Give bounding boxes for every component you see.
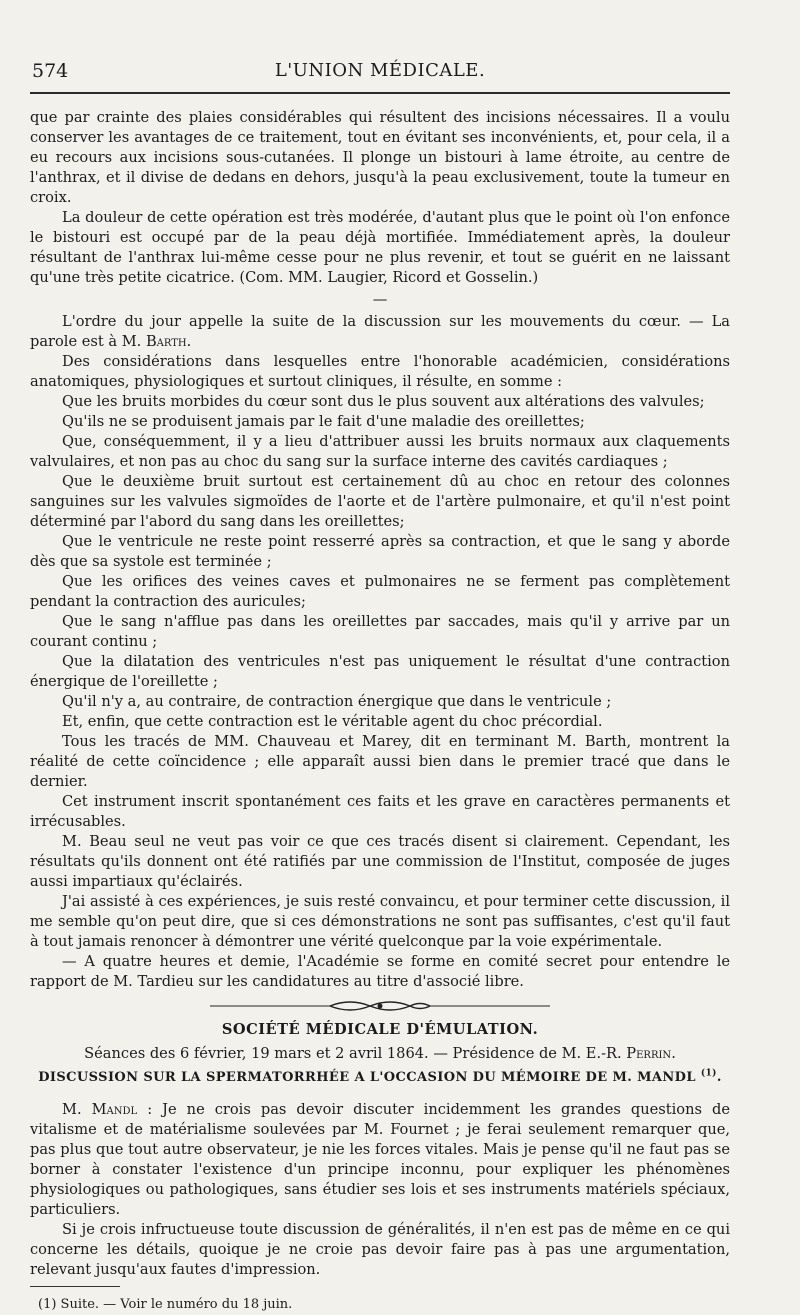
section-separator-dash: —	[372, 291, 388, 308]
paragraph-experiences: J'ai assisté à ces expériences, je suis resté convaincu, et pour terminer cette discussion, il me semble qu'on peut dire, que si ces démonstrations ne sont pas suffisantes, c'est qu'il faut à tout jamais renoncer à démontrer une vérité quelconque par la voie expérimentale.	[30, 893, 730, 950]
paragraph-1: que par crainte des plaies considérables qui résultent des incisions nécessaires. Il a voulu conserver les avantages de ce traitement, tout en évitant ses inconvénients, et, pour cela, il a eu recours aux incisions sous-cutanées. Il plonge un bistouri à lame étroite, au centre de l'anthrax, et il divise de dedans en dehors, jusqu'à la peau exclusivement, toute la tumeur en croix.	[30, 109, 730, 206]
page-number: 574	[32, 60, 69, 82]
speaker-name-mandl: M. Mandl	[62, 1101, 138, 1118]
paragraph-list-item: Que le ventricule ne reste point resserré après sa contraction, et que le sang y aborde dès que sa systole est terminée ;	[30, 533, 730, 570]
footnote-rule	[30, 1286, 120, 1287]
paragraph-list-item: Qu'ils ne se produisent jamais par le fait d'une maladie des oreillettes;	[62, 413, 585, 430]
footnote-marker: (1)	[700, 1068, 717, 1079]
sessions-text-end: .	[671, 1045, 676, 1062]
footnote: (1) Suite. — Voir le numéro du 18 juin.	[38, 1297, 293, 1312]
paragraph-list-item: Que les bruits morbides du cœur sont dus le plus souvent aux altérations des valvules;	[62, 393, 705, 410]
discussion-title: DISCUSSION SUR LA SPERMATORRHÉE A L'OCCASION DU MÉMOIRE DE M. MANDL	[38, 1070, 696, 1085]
sessions-text: Séances des 6 février, 19 mars et 2 avril 1864. — Présidence de M. E.-R.	[84, 1045, 627, 1062]
paragraph-instrument: Cet instrument inscrit spontanément ces faits et les grave en caractères permanents et irrécusables.	[30, 793, 730, 830]
discussion-title-end: .	[716, 1070, 722, 1085]
society-title: SOCIÉTÉ MÉDICALE D'ÉMULATION.	[221, 1021, 539, 1038]
paragraph-2: La douleur de cette opération est très modérée, d'autant plus que le point où l'on enfonce le bistouri est occupé par de la peau déjà mortifiée. Immédiatement après, la douleur résultant de l'anthrax lui-même cesse pour ne plus revenir, et tout se guérit en ne laissant qu'une très petite cicatrice. (Com. MM. Laugier, Ricord et Gosselin.)	[30, 209, 730, 286]
paragraph-mandl	[30, 1100, 730, 1220]
paragraph-beau: M. Beau seul ne veut pas voir ce que ces tracés disent si clairement. Cependant, les résultats qu'ils donnent ont été ratifiés par une commission de l'Institut, composée de juges aussi impartiaux qu'éclairés.	[30, 833, 730, 890]
order-text: L'ordre du jour appelle la suite de la discussion sur les mouvements du cœur. — La parole est à M.	[30, 313, 730, 350]
paragraph-list-item: Que la dilatation des ventricules n'est pas uniquement le résultat d'une contraction énergique de l'oreillette ;	[30, 653, 730, 690]
order-text-end: .	[186, 333, 192, 350]
page-header	[30, 58, 730, 94]
president-name: Perrin	[626, 1045, 672, 1062]
article-body	[30, 108, 730, 1315]
running-title: L'UNION MÉDICALE.	[274, 60, 486, 81]
paragraph-comite-secret: — A quatre heures et demie, l'Académie se forme en comité secret pour entendre le rapport de M. Tardieu sur les candidatures au titre d'associé libre.	[30, 953, 730, 990]
order-of-day-paragraph	[30, 312, 730, 352]
paragraph-generalites: Si je crois infructueuse toute discussion de généralités, il n'en est pas de même en ce qui concerne les détails, quoique je ne croie pas devoir faire pas à pas une argumentation, relevant jusqu'aux fautes d'impression.	[30, 1221, 730, 1278]
ornament-divider	[210, 998, 550, 1014]
speaker-name-barth: Barth	[145, 333, 187, 350]
paragraph-list-item: Qu'il n'y a, au contraire, de contraction énergique que dans le ventricule ;	[62, 693, 612, 710]
sessions-line	[30, 1044, 730, 1064]
paragraph-list-item: Et, enfin, que cette contraction est le véritable agent du choc précordial.	[62, 713, 603, 730]
paragraph-list-item: Que les orifices des veines caves et pulmonaires ne se ferment pas complètement pendant la contraction des auricules;	[30, 573, 730, 610]
paragraph-considerations: Des considérations dans lesquelles entre l'honorable académicien, considérations anatomiques, physiologiques et surtout cliniques, il résulte, en somme :	[30, 353, 730, 390]
paragraph-list-item: Que, conséquemment, il y a lieu d'attribuer aussi les bruits normaux aux claquements valvulaires, et non pas au choc du sang sur la surface interne des cavités cardiaques ;	[30, 433, 730, 470]
mandl-text: : Je ne crois pas devoir discuter incidemment les grandes questions de vitalisme et de matérialisme soulevées par M. Fournet ; je ferai seulement remarquer que, pas plus que tout autre observateur, je nie les forces vitales. Mais je pense qu'il ne faut pas se borner à constater l'existence d'un principe inconnu, pour expliquer les phénomènes physiologiques ou pathologiques, sans étudier ses lois et ses instruments matériels spéciaux, particuliers.	[30, 1101, 730, 1218]
discussion-heading	[30, 1068, 730, 1088]
paragraph-list-item: Que le deuxième bruit surtout est certainement dû au choc en retour des colonnes sanguines sur les valvules sigmoïdes de l'aorte et de l'artère pulmonaire, et qu'il n'est point déterminé par l'abord du sang dans les oreillettes;	[30, 473, 730, 530]
paragraph-traces: Tous les tracés de MM. Chauveau et Marey, dit en terminant M. Barth, montrent la réalité de cette coïncidence ; elle apparaît aussi bien dans le premier tracé que dans le dernier.	[30, 733, 730, 790]
paragraph-list-item: Que le sang n'afflue pas dans les oreillettes par saccades, mais qu'il y arrive par un courant continu ;	[30, 613, 730, 650]
